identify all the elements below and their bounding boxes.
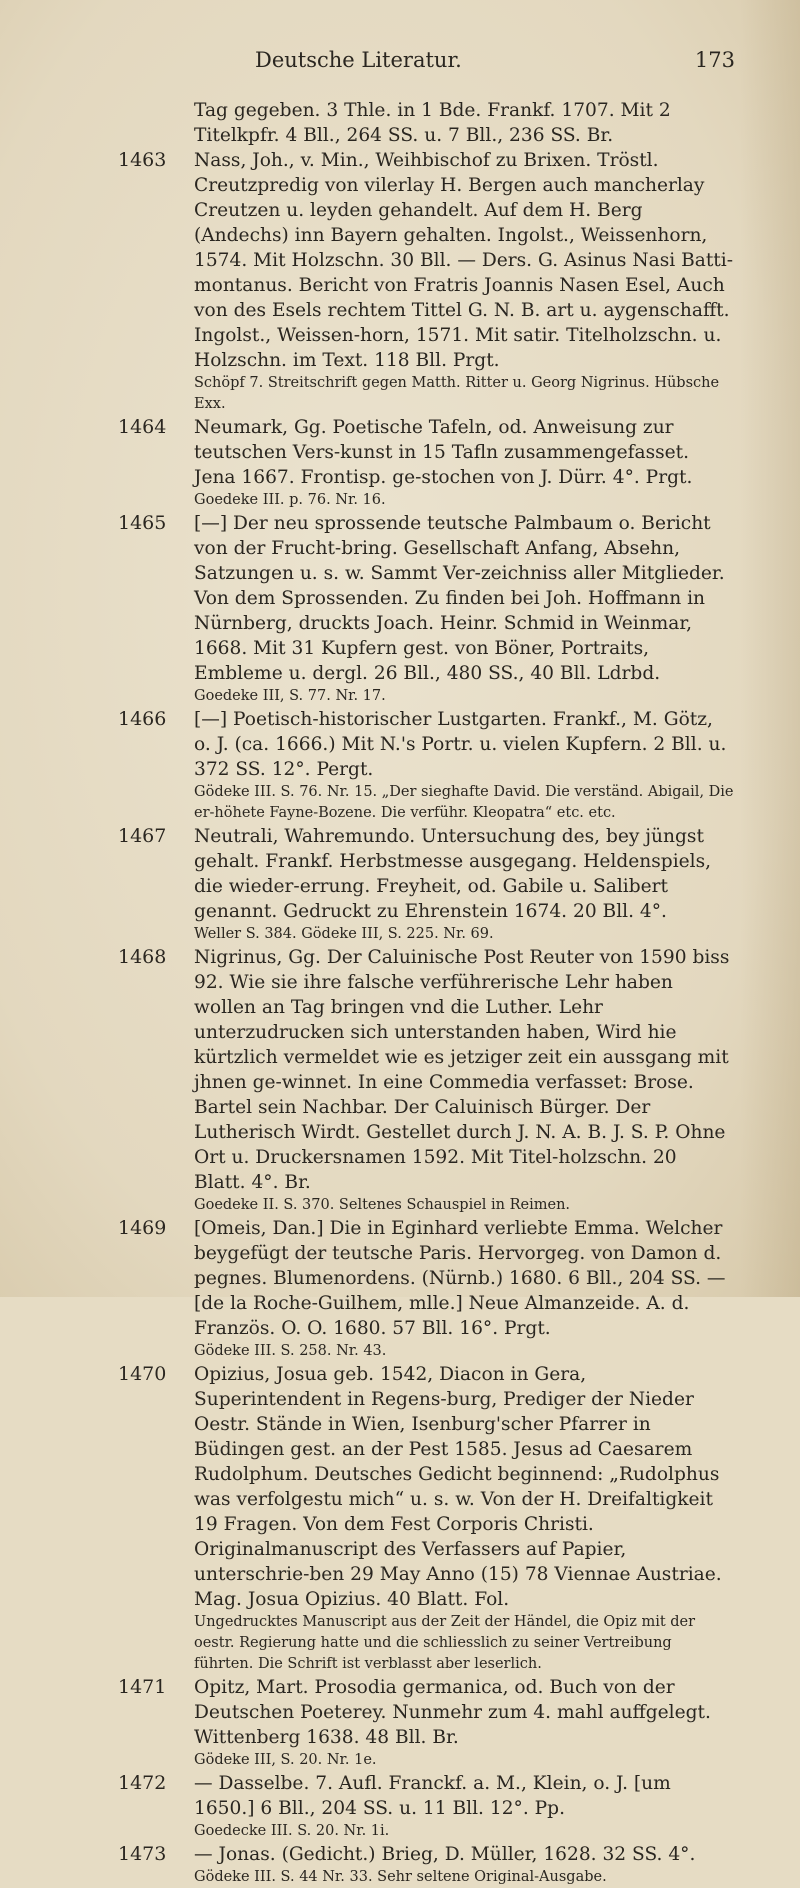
entry-number: 1469 [118, 1217, 167, 1239]
catalog-entry [0, 511, 800, 707]
entry-note: Goedecke III. S. 20. Nr. 1i. [194, 1823, 390, 1839]
entry-number: 1468 [118, 946, 167, 968]
entry-note: Gödeke III, S. 20. Nr. 1e. [194, 1752, 377, 1768]
running-header [255, 48, 735, 78]
catalog-entry [0, 1842, 800, 1888]
entry-text: — Dasselbe. 7. Aufl. Franckf. a. M., Klein, o. J. [um 1650.] 6 Bll., 204 SS. u. 11 Bll. 12°. Pp. [194, 1773, 671, 1819]
entry-number: 1466 [118, 708, 167, 730]
entry-number: 1463 [118, 149, 167, 171]
entry-number: 1470 [118, 1363, 167, 1385]
entry-note: Gödeke III. S. 44 Nr. 33. Sehr seltene Original-Ausgabe. [194, 1869, 607, 1885]
entry-text: [Omeis, Dan.] Die in Eginhard verliebte Emma. Welcher beygefügt der teutsche Paris. Hervorgeg. von Damon d. pegnes. Blumenordens. (Nürnb.) 1680. 6 Bll., 204 SS. — [de la Roche-Guilhem, mlle.] Neue Almanzeide. A. d. Französ. O. O. 1680. 57 Bll. 16°. Prgt. [194, 1218, 726, 1339]
entry-number: 1473 [118, 1843, 167, 1865]
catalog-entry [0, 945, 800, 1216]
entry-text: [—] Der neu sprossende teutsche Palmbaum o. Bericht von der Frucht-bring. Gesellschaft Anfang, Absehn, Satzungen u. s. w. Sammt Ver-zeichniss aller Mitglieder. Von dem Sprossenden. Zu finden bei Joh. Hoffmann in Nürnberg, druckts Joach. Heinr. Schmid in Weinmar, 1668. Mit 31 Kupfern gest. von Böner, Portraits, Embleme u. dergl. 26 Bll., 480 SS., 40 Bll. Ldrbd. [194, 513, 725, 684]
entry-note: Goedeke III, S. 77. Nr. 17. [194, 688, 386, 704]
catalog-entry [0, 1675, 800, 1771]
catalog-entry [0, 1771, 800, 1842]
catalog-entry [0, 148, 800, 415]
entry-text: Opizius, Josua geb. 1542, Diacon in Gera, Superintendent in Regens-burg, Prediger der Nieder Oestr. Stände in Wien, Isenburg'scher Pfarrer in Büdingen gest. an der Pest 1585. Jesus ad Caesarem Rudolphum. Deutsches Gedicht beginnend: „Rudolphus was verfolgestu mich“ u. s. w. Von der H. Dreifaltigkeit 19 Fragen. Von dem Fest Corporis Christi. Originalmanuscript des Verfassers auf Papier, unterschrie-ben 29 May Anno (15) 78 Viennae Austriae. Mag. Josua Opizius. 40 Blatt. Fol. [194, 1364, 722, 1610]
entry-note: Weller S. 384. Gödeke III, S. 225. Nr. 69. [194, 926, 494, 942]
catalog-entry [0, 415, 800, 511]
entry-number: 1467 [118, 825, 167, 847]
entry-text: Neutrali, Wahremundo. Untersuchung des, bey jüngst gehalt. Frankf. Herbstmesse ausgegang. Heldenspiels, die wieder-errung. Freyheit, od. Gabile u. Salibert genannt. Gedruckt zu Ehrenstein 1674. 20 Bll. 4°. [194, 826, 712, 922]
catalog-entry [0, 98, 800, 148]
entry-note: Gödeke III. S. 258. Nr. 43. [194, 1343, 387, 1359]
running-title: Deutsche Literatur. [255, 48, 462, 72]
entry-note: Gödeke III. S. 76. Nr. 15. „Der sieghafte David. Die verständ. Abigail, Die er-höhete Fayne-Bozene. Die verführ. Kleopatra“ etc. etc. [194, 784, 734, 821]
entry-number: 1471 [118, 1676, 167, 1698]
entry-text: Nigrinus, Gg. Der Caluinische Post Reuter von 1590 biss 92. Wie sie ihre falsche verführerische Lehr haben wollen an Tag bringen vnd die Luther. Lehr unterzudrucken sich unterstanden haben, Wird hie kürtzlich vermeldet wie es jetziger zeit ein aussgang mit jhnen ge-winnet. In eine Commedia verfasset: Brose. Bartel sein Nachbar. Der Caluinisch Bürger. Der Lutherisch Wirdt. Gestellet durch J. N. A. B. J. S. P. Ohne Ort u. Druckersnamen 1592. Mit Titel-holzschn. 20 Blatt. 4°. Br. [194, 947, 730, 1193]
entry-text: Neumark, Gg. Poetische Tafeln, od. Anweisung zur teutschen Vers-kunst in 15 Tafln zusammengefasset. Jena 1667. Frontisp. ge-stochen von J. Dürr. 4°. Prgt. [194, 417, 693, 488]
entry-text: — Jonas. (Gedicht.) Brieg, D. Müller, 1628. 32 SS. 4°. [194, 1844, 696, 1865]
catalog-entry [0, 1216, 800, 1362]
catalog-entry [0, 1362, 800, 1675]
entry-note: Ungedrucktes Manuscript aus der Zeit der Händel, die Opiz mit der oestr. Regierung hatte und die schliesslich zu seiner Vertreibung führten. Die Schrift ist verblasst aber leserlich. [194, 1614, 696, 1672]
entry-note: Goedeke II. S. 370. Seltenes Schauspiel in Reimen. [194, 1197, 571, 1213]
entry-text: Tag gegeben. 3 Thle. in 1 Bde. Frankf. 1707. Mit 2 Titelkpfr. 4 Bll., 264 SS. u. 7 Bll., 236 SS. Br. [194, 100, 671, 146]
entry-text: Opitz, Mart. Prosodia germanica, od. Buch von der Deutschen Poeterey. Nunmehr zum 4. mahl auffgelegt. Wittenberg 1638. 48 Bll. Br. [194, 1677, 711, 1748]
entry-note: Goedeke III. p. 76. Nr. 16. [194, 492, 386, 508]
page-number: 173 [694, 48, 735, 72]
entry-text: Nass, Joh., v. Min., Weihbischof zu Brixen. Tröstl. Creutzpredig von vilerlay H. Bergen auch mancherlay Creutzen u. leyden gehandelt. Auf dem H. Berg (Andechs) inn Bayern gehalten. Ingolst., Weissenhorn, 1574. Mit Holzschn. 30 Bll. — Ders. G. Asinus Nasi Batti-montanus. Bericht von Fratris Joannis Nasen Esel, Auch von des Esels rechtem Tittel G. N. B. art u. aygenschafft. Ingolst., Weissen-horn, 1571. Mit satir. Titelholzschn. u. Holzschn. im Text. 118 Bll. Prgt. [194, 150, 734, 371]
entry-number: 1465 [118, 512, 167, 534]
entry-text: [—] Poetisch-historischer Lustgarten. Frankf., M. Götz, o. J. (ca. 1666.) Mit N.'s Portr. u. vielen Kupfern. 2 Bll. u. 372 SS. 12°. Pergt. [194, 709, 727, 780]
entry-number: 1472 [118, 1772, 167, 1794]
entry-number: 1464 [118, 416, 167, 438]
catalog-entry [0, 707, 800, 824]
entry-note: Schöpf 7. Streitschrift gegen Matth. Ritter u. Georg Nigrinus. Hübsche Exx. [194, 375, 720, 412]
catalog-entry [0, 824, 800, 945]
catalog-entries [0, 98, 800, 1888]
